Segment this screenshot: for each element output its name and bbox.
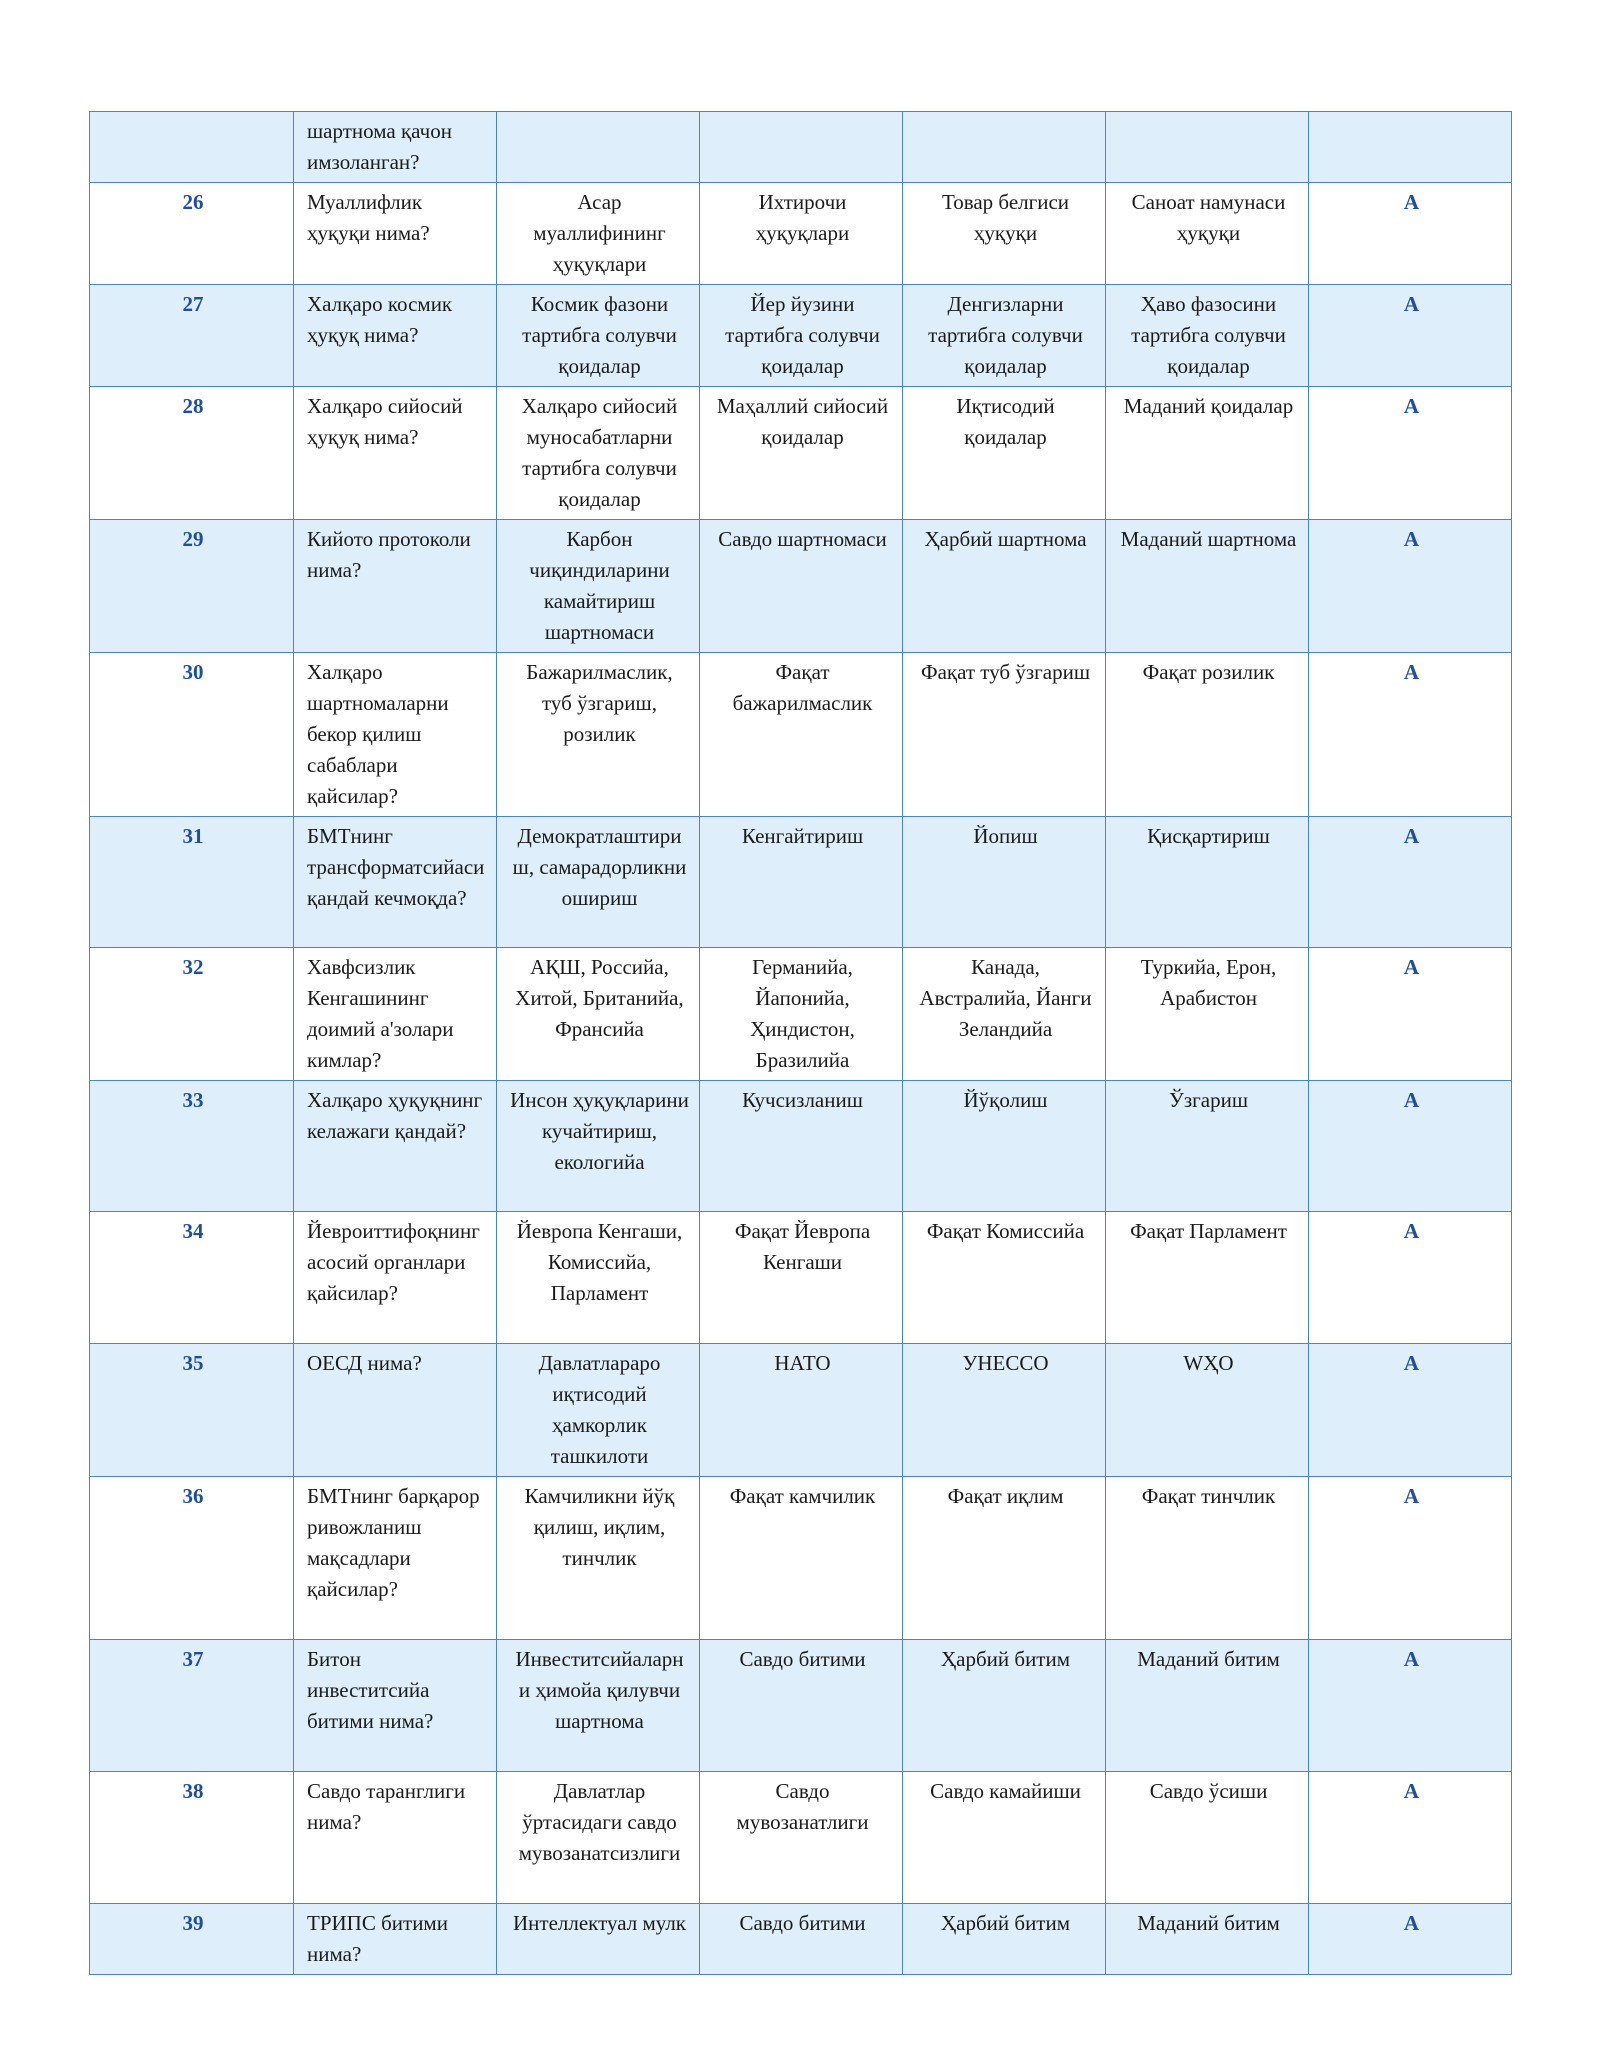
question-number: 36 bbox=[90, 1477, 294, 1640]
question-number: 37 bbox=[90, 1640, 294, 1772]
option-d: Қисқартириш bbox=[1106, 817, 1309, 948]
question-text: БМТнинг барқарор ривожланиш мақсадлари қайсилар? bbox=[294, 1477, 497, 1640]
question-text: шартнома қачон имзоланган? bbox=[294, 112, 497, 183]
table-row bbox=[90, 1772, 1512, 1904]
option-b: Савдо шартномаси bbox=[700, 520, 903, 653]
question-number: 38 bbox=[90, 1772, 294, 1904]
option-b: Германийа, Йапонийа, Ҳиндистон, Бразилийа bbox=[700, 948, 903, 1081]
option-b: Савдо битими bbox=[700, 1640, 903, 1772]
table-row bbox=[90, 1344, 1512, 1477]
question-number: 35 bbox=[90, 1344, 294, 1477]
correct-answer: A bbox=[1309, 1477, 1512, 1640]
option-c: УНЕССО bbox=[903, 1344, 1106, 1477]
question-text: Муаллифлик ҳуқуқи нима? bbox=[294, 183, 497, 285]
option-b: Фақат бажарилмаслик bbox=[700, 653, 903, 817]
option-a: АҚШ, Российа, Хитой, Британийа, Франсийа bbox=[497, 948, 700, 1081]
correct-answer bbox=[1309, 112, 1512, 183]
table-row bbox=[90, 1640, 1512, 1772]
option-a: Демократлаштириш, самарадорликни ошириш bbox=[497, 817, 700, 948]
table-row bbox=[90, 948, 1512, 1081]
question-text: Кийото протоколи нима? bbox=[294, 520, 497, 653]
correct-answer: A bbox=[1309, 1212, 1512, 1344]
option-c: Фақат Комиссийа bbox=[903, 1212, 1106, 1344]
option-d: Фақат Парламент bbox=[1106, 1212, 1309, 1344]
table-row bbox=[90, 1081, 1512, 1212]
table-row bbox=[90, 1904, 1512, 1975]
option-c: Савдо камайиши bbox=[903, 1772, 1106, 1904]
option-d: Саноат намунаси ҳуқуқи bbox=[1106, 183, 1309, 285]
table-row bbox=[90, 285, 1512, 387]
question-number: 28 bbox=[90, 387, 294, 520]
question-number: 26 bbox=[90, 183, 294, 285]
option-c: Фақат туб ўзгариш bbox=[903, 653, 1106, 817]
option-b: Кенгайтириш bbox=[700, 817, 903, 948]
option-c: Фақат иқлим bbox=[903, 1477, 1106, 1640]
option-c: Товар белгиси ҳуқуқи bbox=[903, 183, 1106, 285]
question-number: 27 bbox=[90, 285, 294, 387]
option-c: Йўқолиш bbox=[903, 1081, 1106, 1212]
table-row bbox=[90, 387, 1512, 520]
option-c: Ҳарбий битим bbox=[903, 1640, 1106, 1772]
option-c: Ҳарбий шартнома bbox=[903, 520, 1106, 653]
question-text: Халқаро шартномаларни бекор қилиш сабаблари қайсилар? bbox=[294, 653, 497, 817]
question-number: 32 bbox=[90, 948, 294, 1081]
table-row bbox=[90, 183, 1512, 285]
table-row bbox=[90, 653, 1512, 817]
question-text: ОЕСД нима? bbox=[294, 1344, 497, 1477]
option-d: Маданий битим bbox=[1106, 1640, 1309, 1772]
option-c: Денгизларни тартибга солувчи қоидалар bbox=[903, 285, 1106, 387]
question-number: 33 bbox=[90, 1081, 294, 1212]
option-b: Фақат Йевропа Кенгаши bbox=[700, 1212, 903, 1344]
option-d bbox=[1106, 112, 1309, 183]
option-d: Фақат розилик bbox=[1106, 653, 1309, 817]
option-a: Асар муаллифининг ҳуқуқлари bbox=[497, 183, 700, 285]
option-a: Давлатлар ўртасидаги савдо мувозанатсизлиги bbox=[497, 1772, 700, 1904]
correct-answer: A bbox=[1309, 1640, 1512, 1772]
option-b: Кучсизланиш bbox=[700, 1081, 903, 1212]
question-text: ТРИПС битими нима? bbox=[294, 1904, 497, 1975]
correct-answer: A bbox=[1309, 653, 1512, 817]
option-d: Маданий шартнома bbox=[1106, 520, 1309, 653]
table-row bbox=[90, 1212, 1512, 1344]
question-text: Халқаро сийосий ҳуқуқ нима? bbox=[294, 387, 497, 520]
question-number: 29 bbox=[90, 520, 294, 653]
table-row bbox=[90, 112, 1512, 183]
option-b: Савдо мувозанатлиги bbox=[700, 1772, 903, 1904]
correct-answer: A bbox=[1309, 948, 1512, 1081]
quiz-table-page bbox=[89, 111, 1511, 1975]
correct-answer: A bbox=[1309, 1344, 1512, 1477]
table-row bbox=[90, 520, 1512, 653]
quiz-table bbox=[89, 111, 1512, 1975]
correct-answer: A bbox=[1309, 817, 1512, 948]
correct-answer: A bbox=[1309, 1904, 1512, 1975]
quiz-table-body bbox=[90, 112, 1512, 1975]
option-b: Йер йузини тартибга солувчи қоидалар bbox=[700, 285, 903, 387]
correct-answer: A bbox=[1309, 387, 1512, 520]
question-text: Хавфсизлик Кенгашининг доимий а'золари кимлар? bbox=[294, 948, 497, 1081]
option-d: Туркийа, Ерон, Арабистон bbox=[1106, 948, 1309, 1081]
correct-answer: A bbox=[1309, 1772, 1512, 1904]
table-row bbox=[90, 817, 1512, 948]
option-d: Маданий қоидалар bbox=[1106, 387, 1309, 520]
table-row bbox=[90, 1477, 1512, 1640]
question-number: 34 bbox=[90, 1212, 294, 1344]
option-a bbox=[497, 112, 700, 183]
question-text: Савдо таранглиги нима? bbox=[294, 1772, 497, 1904]
option-d: Фақат тинчлик bbox=[1106, 1477, 1309, 1640]
question-number: 30 bbox=[90, 653, 294, 817]
question-number: 39 bbox=[90, 1904, 294, 1975]
correct-answer: A bbox=[1309, 183, 1512, 285]
correct-answer: A bbox=[1309, 1081, 1512, 1212]
question-text: Халқаро ҳуқуқнинг келажаги қандай? bbox=[294, 1081, 497, 1212]
option-d: Ҳаво фазосини тартибга солувчи қоидалар bbox=[1106, 285, 1309, 387]
option-b: Савдо битими bbox=[700, 1904, 903, 1975]
option-c: Ҳарбий битим bbox=[903, 1904, 1106, 1975]
option-c: Йопиш bbox=[903, 817, 1106, 948]
option-a: Халқаро сийосий муносабатларни тартибга солувчи қоидалар bbox=[497, 387, 700, 520]
option-a: Давлатлараро иқтисодий ҳамкорлик ташкилоти bbox=[497, 1344, 700, 1477]
question-text: Битон инвеститсийа битими нима? bbox=[294, 1640, 497, 1772]
option-d: Ўзгариш bbox=[1106, 1081, 1309, 1212]
option-b: Фақат камчилик bbox=[700, 1477, 903, 1640]
option-d: Савдо ўсиши bbox=[1106, 1772, 1309, 1904]
option-a: Инвеститсийаларни ҳимойа қилувчи шартнома bbox=[497, 1640, 700, 1772]
option-a: Йевропа Кенгаши, Комиссийа, Парламент bbox=[497, 1212, 700, 1344]
option-a: Камчиликни йўқ қилиш, иқлим, тинчлик bbox=[497, 1477, 700, 1640]
option-d: WҲО bbox=[1106, 1344, 1309, 1477]
option-c: Канада, Австралийа, Йанги Зеландийа bbox=[903, 948, 1106, 1081]
question-text: Халқаро космик ҳуқуқ нима? bbox=[294, 285, 497, 387]
option-a: Карбон чиқиндиларини камайтириш шартномаси bbox=[497, 520, 700, 653]
correct-answer: A bbox=[1309, 285, 1512, 387]
question-number: 31 bbox=[90, 817, 294, 948]
option-a: Интеллектуал мулк bbox=[497, 1904, 700, 1975]
question-text: Йевроиттифоқнинг асосий органлари қайсилар? bbox=[294, 1212, 497, 1344]
option-a: Космик фазони тартибга солувчи қоидалар bbox=[497, 285, 700, 387]
question-text: БМТнинг трансформатсийаси қандай кечмоқда? bbox=[294, 817, 497, 948]
question-number bbox=[90, 112, 294, 183]
option-a: Бажарилмаслик, туб ўзгариш, розилик bbox=[497, 653, 700, 817]
option-d: Маданий битим bbox=[1106, 1904, 1309, 1975]
option-b: Маҳаллий сийосий қоидалар bbox=[700, 387, 903, 520]
option-a: Инсон ҳуқуқларини кучайтириш, екологийа bbox=[497, 1081, 700, 1212]
option-b bbox=[700, 112, 903, 183]
correct-answer: A bbox=[1309, 520, 1512, 653]
option-b: Ихтирочи ҳуқуқлари bbox=[700, 183, 903, 285]
option-c: Иқтисодий қоидалар bbox=[903, 387, 1106, 520]
option-b: НАТО bbox=[700, 1344, 903, 1477]
option-c bbox=[903, 112, 1106, 183]
